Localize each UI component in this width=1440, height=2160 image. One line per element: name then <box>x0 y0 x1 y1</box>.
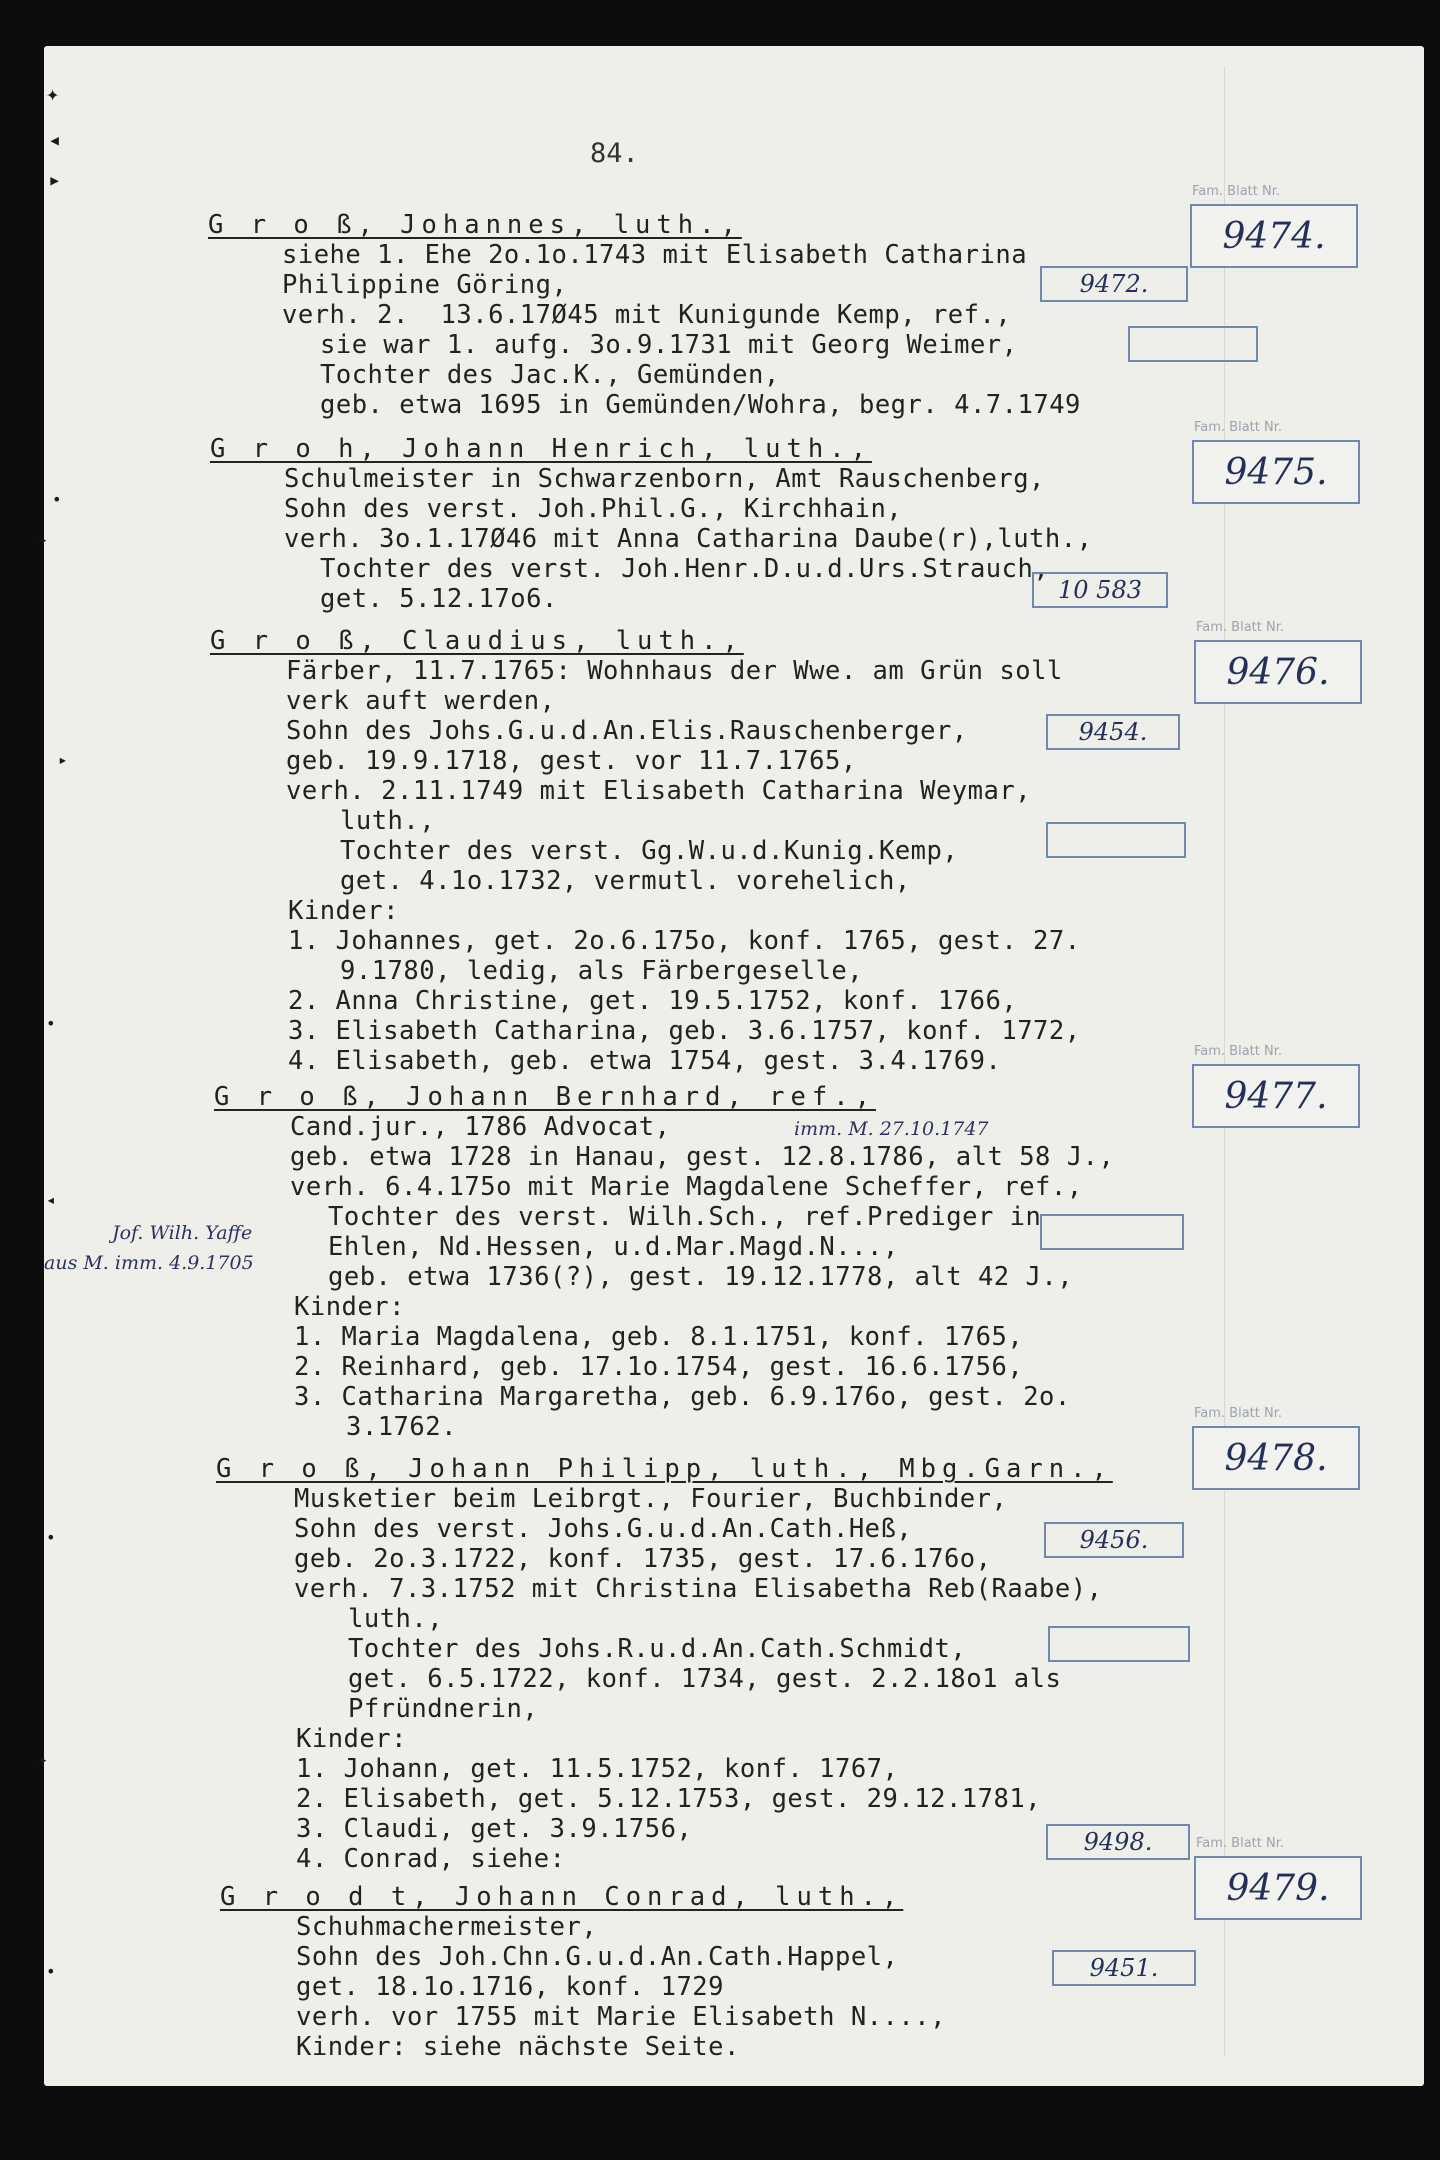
fam-number-box: 9477. <box>1192 1064 1360 1128</box>
cross-ref-box: 10 583 <box>1032 572 1168 608</box>
punch-mark: • <box>46 1528 56 1547</box>
fam-number-box: 9475. <box>1192 440 1360 504</box>
fam-blatt-label: Fam. Blatt Nr. <box>1194 420 1283 435</box>
entry-line: Sohn des verst. Joh.Phil.G., Kirchhain, <box>284 494 903 524</box>
entry-line: verh. 7.3.1752 mit Christina Elisabetha Reb(Raabe), <box>294 1574 1103 1604</box>
surname: G r o ß, Johann Bernhard, ref., <box>214 1082 876 1112</box>
entry-line: 3. Elisabeth Catharina, geb. 3.6.1757, konf. 1772, <box>288 1016 1081 1046</box>
entry-heading <box>210 626 744 656</box>
entry-line: 4. Elisabeth, geb. etwa 1754, gest. 3.4.1769. <box>288 1046 1002 1076</box>
entry-line: Philippine Göring, <box>282 270 568 300</box>
entry-line: Tochter des Jac.K., Gemünden, <box>320 360 780 390</box>
cross-ref-box <box>1040 1214 1184 1250</box>
fam-number-box: 9474. <box>1190 204 1358 268</box>
punch-mark: ✦ <box>38 1750 48 1769</box>
entry-line: geb. etwa 1736(?), gest. 19.12.1778, alt 42 J., <box>328 1262 1074 1292</box>
cross-ref-box: 9472. <box>1040 266 1188 302</box>
entry-line: verh. vor 1755 mit Marie Elisabeth N...., <box>296 2002 946 2032</box>
handwritten-note: Jof. Wilh. Yaffe <box>112 1222 253 1244</box>
entry-line: Tochter des verst. Joh.Henr.D.u.d.Urs.Strauch, <box>320 554 1050 584</box>
cross-ref-box <box>1046 822 1186 858</box>
margin-rule <box>1224 66 1225 2056</box>
entry-line: verh. 2. 13.6.17Ø45 mit Kunigunde Kemp, ref., <box>282 300 1012 330</box>
entry-line: Schulmeister in Schwarzenborn, Amt Rauschenberg, <box>284 464 1045 494</box>
entry-line: luth., <box>348 1604 444 1634</box>
entry-line: 1. Johann, get. 11.5.1752, konf. 1767, <box>296 1754 899 1784</box>
punch-mark: ✦ <box>38 530 48 549</box>
entry-line: geb. etwa 1728 in Hanau, gest. 12.8.1786, alt 58 J., <box>290 1142 1115 1172</box>
entry-heading <box>220 1882 903 1912</box>
fam-blatt-label: Fam. Blatt Nr. <box>1194 1406 1283 1421</box>
entry-line: Kinder: <box>288 896 399 926</box>
page-number: 84. <box>590 138 639 169</box>
fam-number-box: 9476. <box>1194 640 1362 704</box>
entry-line: verh. 6.4.175o mit Marie Magdalene Scheffer, ref., <box>290 1172 1083 1202</box>
entry-heading <box>208 210 742 240</box>
fam-blatt-label: Fam. Blatt Nr. <box>1196 620 1285 635</box>
surname: G r o ß, Johannes, luth., <box>208 210 742 240</box>
punch-mark: ◂ <box>48 128 62 153</box>
punch-mark: ◂ <box>46 1190 56 1209</box>
document-page <box>38 46 1424 2086</box>
entry-line: 3. Claudi, get. 3.9.1756, <box>296 1814 693 1844</box>
fam-number-box: 9479. <box>1194 1856 1362 1920</box>
handwritten-note: imm. M. 27.10.1747 <box>794 1118 989 1140</box>
entry-line: 2. Reinhard, geb. 17.1o.1754, gest. 16.6.1756, <box>294 1352 1024 1382</box>
entry-line: 3.1762. <box>346 1412 457 1442</box>
entry-heading <box>216 1454 1113 1484</box>
entry-line: Sohn des Johs.G.u.d.An.Elis.Rauschenberger, <box>286 716 968 746</box>
entry-line: Pfründnerin, <box>348 1694 539 1724</box>
surname: G r o d t, Johann Conrad, luth., <box>220 1882 904 1912</box>
entry-line: Kinder: <box>294 1292 405 1322</box>
punch-mark: ▸ <box>48 168 62 193</box>
fam-blatt-label: Fam. Blatt Nr. <box>1192 184 1281 199</box>
entry-line: geb. etwa 1695 in Gemünden/Wohra, begr. 4.7.1749 <box>320 390 1081 420</box>
entry-line: Färber, 11.7.1765: Wohnhaus der Wwe. am Grün soll <box>286 656 1063 686</box>
entry-line: Schuhmachermeister, <box>296 1912 598 1942</box>
entry-line: 9.1780, ledig, als Färbergeselle, <box>340 956 864 986</box>
entry-line: Sohn des verst. Johs.G.u.d.An.Cath.Heß, <box>294 1514 913 1544</box>
cross-ref-box: 9451. <box>1052 1950 1196 1986</box>
cross-ref-box: 9456. <box>1044 1522 1184 1558</box>
handwritten-note: aus M. imm. 4.9.1705 <box>44 1252 254 1274</box>
entry-line: get. 4.1o.1732, vermutl. vorehelich, <box>340 866 911 896</box>
entry-line: geb. 2o.3.1722, konf. 1735, gest. 17.6.176o, <box>294 1544 992 1574</box>
entry-heading <box>214 1082 876 1112</box>
fam-blatt-label: Fam. Blatt Nr. <box>1196 1836 1285 1851</box>
entry-line: 2. Anna Christine, get. 19.5.1752, konf. 1766, <box>288 986 1018 1016</box>
cross-ref-box <box>1048 1626 1190 1662</box>
entry-line: Tochter des verst. Gg.W.u.d.Kunig.Kemp, <box>340 836 959 866</box>
punch-mark: ▸ <box>58 750 68 769</box>
entry-line: Cand.jur., 1786 Advocat, <box>290 1112 671 1142</box>
fam-number-box: 9478. <box>1192 1426 1360 1490</box>
entry-line: Tochter des verst. Wilh.Sch., ref.Prediger in <box>328 1202 1042 1232</box>
entry-line: 4. Conrad, siehe: <box>296 1844 566 1874</box>
surname: G r o ß, Johann Philipp, luth., Mbg.Garn., <box>216 1454 1113 1484</box>
entry-line: verh. 2.11.1749 mit Elisabeth Catharina Weymar, <box>286 776 1032 806</box>
entry-line: get. 5.12.17o6. <box>320 584 558 614</box>
entry-line: get. 6.5.1722, konf. 1734, gest. 2.2.18o1 als <box>348 1664 1062 1694</box>
entry-line: verh. 3o.1.17Ø46 mit Anna Catharina Daube(r),luth., <box>284 524 1093 554</box>
surname: G r o ß, Claudius, luth., <box>210 626 744 656</box>
cross-ref-box <box>1128 326 1258 362</box>
entry-line: luth., <box>340 806 436 836</box>
entry-line: Kinder: siehe nächste Seite. <box>296 2032 740 2062</box>
punch-mark: • <box>52 490 62 509</box>
entry-line: 1. Maria Magdalena, geb. 8.1.1751, konf. 1765, <box>294 1322 1024 1352</box>
punch-mark: ✦ <box>46 82 60 107</box>
entry-line: 2. Elisabeth, get. 5.12.1753, gest. 29.12.1781, <box>296 1784 1042 1814</box>
entry-line: Sohn des Joh.Chn.G.u.d.An.Cath.Happel, <box>296 1942 899 1972</box>
entry-line: siehe 1. Ehe 2o.1o.1743 mit Elisabeth Catharina <box>282 240 1028 270</box>
entry-line: get. 18.1o.1716, konf. 1729 <box>296 1972 725 2002</box>
entry-line: Ehlen, Nd.Hessen, u.d.Mar.Magd.N..., <box>328 1232 899 1262</box>
fam-blatt-label: Fam. Blatt Nr. <box>1194 1044 1283 1059</box>
entry-line: geb. 19.9.1718, gest. vor 11.7.1765, <box>286 746 857 776</box>
punch-mark: • <box>46 1962 56 1981</box>
entry-line: 3. Catharina Margaretha, geb. 6.9.176o, gest. 2o. <box>294 1382 1071 1412</box>
cross-ref-box: 9454. <box>1046 714 1180 750</box>
entry-line: 1. Johannes, get. 2o.6.175o, konf. 1765, gest. 27. <box>288 926 1081 956</box>
punch-mark: • <box>46 1014 56 1033</box>
surname: G r o h, Johann Henrich, luth., <box>210 434 872 464</box>
entry-heading <box>210 434 872 464</box>
entry-line: verk auft werden, <box>286 686 556 716</box>
entry-line: sie war 1. aufg. 3o.9.1731 mit Georg Weimer, <box>320 330 1018 360</box>
entry-line: Kinder: <box>296 1724 407 1754</box>
entry-line: Tochter des Johs.R.u.d.An.Cath.Schmidt, <box>348 1634 967 1664</box>
cross-ref-box: 9498. <box>1046 1824 1190 1860</box>
entry-line: Musketier beim Leibrgt., Fourier, Buchbinder, <box>294 1484 1008 1514</box>
